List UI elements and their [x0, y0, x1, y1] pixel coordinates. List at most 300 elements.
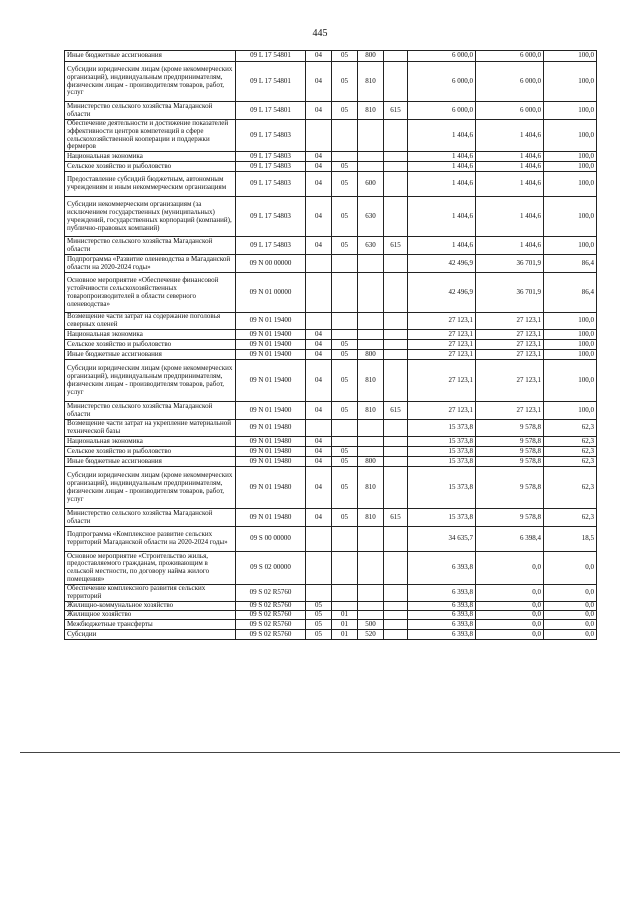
subsection-cell: 05: [332, 360, 358, 402]
table-row: [65, 313, 597, 330]
subsection-cell: 01: [332, 611, 358, 620]
section-cell: 04: [306, 340, 332, 350]
expense-type-cell: [358, 552, 384, 585]
execution-percent-cell: 62,3: [544, 509, 597, 527]
row-name-cell: Субсидии некоммерческим организациям (за исключением государственных (муниципальных) учреждений, государственных корпораций (компаний), публично-правовых компаний): [65, 197, 236, 237]
execution-percent-cell: 100,0: [544, 162, 597, 172]
target-code-cell: 09 S 02 R5760: [236, 585, 306, 602]
planned-amount-cell: 42 496,9: [408, 273, 476, 313]
execution-percent-cell: 0,0: [544, 620, 597, 630]
table-row: [65, 152, 597, 162]
ministry-code-cell: [384, 350, 408, 360]
section-cell: 04: [306, 360, 332, 402]
actual-amount-cell: 6 000,0: [476, 62, 544, 102]
row-name-cell: Министерство сельского хозяйства Магаданской области: [65, 102, 236, 120]
target-code-cell: 09 L 17 54803: [236, 152, 306, 162]
execution-percent-cell: 0,0: [544, 630, 597, 640]
subsection-cell: 05: [332, 51, 358, 62]
table-row: [65, 620, 597, 630]
section-cell: [306, 120, 332, 152]
expense-type-cell: [358, 602, 384, 611]
expense-type-cell: [358, 611, 384, 620]
target-code-cell: 09 N 00 00000: [236, 255, 306, 273]
planned-amount-cell: 6 393,8: [408, 602, 476, 611]
section-cell: 04: [306, 237, 332, 255]
ministry-code-cell: [384, 162, 408, 172]
expense-type-cell: 800: [358, 457, 384, 467]
target-code-cell: 09 S 02 R5760: [236, 611, 306, 620]
actual-amount-cell: 9 578,8: [476, 509, 544, 527]
planned-amount-cell: 6 393,8: [408, 552, 476, 585]
actual-amount-cell: 27 123,1: [476, 330, 544, 340]
row-name-cell: Сельское хозяйство и рыболовство: [65, 447, 236, 457]
table-row: [65, 467, 597, 509]
table-row: [65, 51, 597, 62]
row-name-cell: Иные бюджетные ассигнования: [65, 350, 236, 360]
section-cell: [306, 527, 332, 552]
execution-percent-cell: 100,0: [544, 172, 597, 197]
table-row: [65, 509, 597, 527]
actual-amount-cell: 0,0: [476, 620, 544, 630]
section-cell: [306, 585, 332, 602]
subsection-cell: [332, 330, 358, 340]
ministry-code-cell: [384, 197, 408, 237]
expense-type-cell: [358, 273, 384, 313]
section-cell: [306, 273, 332, 313]
target-code-cell: 09 N 01 00000: [236, 273, 306, 313]
execution-percent-cell: 100,0: [544, 120, 597, 152]
execution-percent-cell: 0,0: [544, 611, 597, 620]
table-row: [65, 273, 597, 313]
row-name-cell: Жилищно-коммунальное хозяйство: [65, 602, 236, 611]
target-code-cell: 09 L 17 54803: [236, 172, 306, 197]
subsection-cell: 01: [332, 620, 358, 630]
table-row: [65, 360, 597, 402]
row-name-cell: Подпрограмма «Развитие оленеводства в Магаданской области на 2020-2024 годы»: [65, 255, 236, 273]
table-row: [65, 350, 597, 360]
section-cell: 04: [306, 102, 332, 120]
execution-percent-cell: 62,3: [544, 437, 597, 447]
row-name-cell: Министерство сельского хозяйства Магаданской области: [65, 509, 236, 527]
actual-amount-cell: 1 404,6: [476, 162, 544, 172]
actual-amount-cell: 27 123,1: [476, 350, 544, 360]
target-code-cell: 09 N 01 19400: [236, 313, 306, 330]
table-row: [65, 552, 597, 585]
section-cell: [306, 420, 332, 437]
subsection-cell: 05: [332, 102, 358, 120]
subsection-cell: [332, 527, 358, 552]
actual-amount-cell: 9 578,8: [476, 457, 544, 467]
execution-percent-cell: 100,0: [544, 102, 597, 120]
actual-amount-cell: 27 123,1: [476, 340, 544, 350]
actual-amount-cell: 0,0: [476, 585, 544, 602]
row-name-cell: Национальная экономика: [65, 330, 236, 340]
section-cell: 04: [306, 62, 332, 102]
ministry-code-cell: [384, 340, 408, 350]
ministry-code-cell: 615: [384, 237, 408, 255]
subsection-cell: [332, 552, 358, 585]
section-cell: [306, 255, 332, 273]
row-name-cell: Обеспечение деятельности и достижение показателей эффективности центров компетенций в сфере сельскохозяйственной кооперации и поддержки фермеров: [65, 120, 236, 152]
row-name-cell: Подпрограмма «Комплексное развитие сельских территорий Магаданской области на 2020-2024 годы»: [65, 527, 236, 552]
section-cell: 04: [306, 457, 332, 467]
subsection-cell: 05: [332, 197, 358, 237]
subsection-cell: [332, 152, 358, 162]
planned-amount-cell: 27 123,1: [408, 402, 476, 420]
execution-percent-cell: 100,0: [544, 340, 597, 350]
target-code-cell: 09 N 01 19400: [236, 330, 306, 340]
table-body: [65, 51, 597, 640]
section-cell: [306, 313, 332, 330]
planned-amount-cell: 15 373,8: [408, 437, 476, 447]
planned-amount-cell: 27 123,1: [408, 340, 476, 350]
expense-type-cell: [358, 313, 384, 330]
table-row: [65, 602, 597, 611]
actual-amount-cell: 27 123,1: [476, 402, 544, 420]
expense-type-cell: [358, 255, 384, 273]
planned-amount-cell: 27 123,1: [408, 330, 476, 340]
execution-percent-cell: 62,3: [544, 420, 597, 437]
target-code-cell: 09 L 17 54801: [236, 62, 306, 102]
planned-amount-cell: 34 635,7: [408, 527, 476, 552]
section-cell: 04: [306, 447, 332, 457]
actual-amount-cell: 0,0: [476, 602, 544, 611]
ministry-code-cell: [384, 457, 408, 467]
actual-amount-cell: 6 000,0: [476, 51, 544, 62]
actual-amount-cell: 9 578,8: [476, 420, 544, 437]
row-name-cell: Министерство сельского хозяйства Магаданской области: [65, 402, 236, 420]
execution-percent-cell: 100,0: [544, 197, 597, 237]
ministry-code-cell: [384, 620, 408, 630]
planned-amount-cell: 6 393,8: [408, 585, 476, 602]
target-code-cell: 09 L 17 54803: [236, 237, 306, 255]
table-row: [65, 420, 597, 437]
actual-amount-cell: 1 404,6: [476, 197, 544, 237]
planned-amount-cell: 6 393,8: [408, 611, 476, 620]
subsection-cell: 05: [332, 447, 358, 457]
expense-type-cell: 600: [358, 172, 384, 197]
budget-execution-table: [64, 50, 597, 640]
planned-amount-cell: 15 373,8: [408, 457, 476, 467]
target-code-cell: 09 N 01 19480: [236, 437, 306, 447]
actual-amount-cell: 1 404,6: [476, 172, 544, 197]
expense-type-cell: 800: [358, 51, 384, 62]
subsection-cell: [332, 120, 358, 152]
expense-type-cell: [358, 120, 384, 152]
table-row: [65, 437, 597, 447]
target-code-cell: 09 S 02 R5760: [236, 630, 306, 640]
planned-amount-cell: 1 404,6: [408, 152, 476, 162]
execution-percent-cell: 100,0: [544, 51, 597, 62]
subsection-cell: [332, 420, 358, 437]
target-code-cell: 09 S 02 00000: [236, 552, 306, 585]
actual-amount-cell: 9 578,8: [476, 447, 544, 457]
section-cell: 04: [306, 402, 332, 420]
table-row: [65, 62, 597, 102]
ministry-code-cell: [384, 330, 408, 340]
row-name-cell: Субсидии юридическим лицам (кроме некоммерческих организаций), индивидуальным предпринимателям, физическим лицам - производителям товаров, работ, услуг: [65, 360, 236, 402]
expense-type-cell: 810: [358, 509, 384, 527]
row-name-cell: Возмещение части затрат на содержание поголовья северных оленей: [65, 313, 236, 330]
table-row: [65, 527, 597, 552]
planned-amount-cell: 6 393,8: [408, 620, 476, 630]
row-name-cell: Субсидии юридическим лицам (кроме некоммерческих организаций), индивидуальным предпринимателям, физическим лицам - производителям товаров, работ, услуг: [65, 62, 236, 102]
expense-type-cell: 810: [358, 402, 384, 420]
execution-percent-cell: 100,0: [544, 350, 597, 360]
planned-amount-cell: 27 123,1: [408, 360, 476, 402]
section-cell: 04: [306, 350, 332, 360]
subsection-cell: 05: [332, 457, 358, 467]
row-name-cell: Иные бюджетные ассигнования: [65, 457, 236, 467]
expense-type-cell: [358, 527, 384, 552]
section-cell: 05: [306, 611, 332, 620]
execution-percent-cell: 0,0: [544, 552, 597, 585]
expense-type-cell: [358, 585, 384, 602]
execution-percent-cell: 100,0: [544, 237, 597, 255]
table-row: [65, 611, 597, 620]
row-name-cell: Межбюджетные трансферты: [65, 620, 236, 630]
ministry-code-cell: [384, 152, 408, 162]
row-name-cell: Возмещение части затрат на укрепление материальной технической базы: [65, 420, 236, 437]
section-cell: 05: [306, 630, 332, 640]
subsection-cell: 01: [332, 630, 358, 640]
expense-type-cell: 630: [358, 197, 384, 237]
subsection-cell: 05: [332, 402, 358, 420]
table-row: [65, 330, 597, 340]
execution-percent-cell: 100,0: [544, 62, 597, 102]
subsection-cell: [332, 437, 358, 447]
actual-amount-cell: 1 404,6: [476, 237, 544, 255]
expense-type-cell: [358, 420, 384, 437]
planned-amount-cell: 27 123,1: [408, 350, 476, 360]
ministry-code-cell: [384, 552, 408, 585]
table-row: [65, 102, 597, 120]
execution-percent-cell: 0,0: [544, 602, 597, 611]
ministry-code-cell: 615: [384, 402, 408, 420]
row-name-cell: Сельское хозяйство и рыболовство: [65, 340, 236, 350]
target-code-cell: 09 N 01 19480: [236, 420, 306, 437]
table-row: [65, 585, 597, 602]
planned-amount-cell: 15 373,8: [408, 447, 476, 457]
planned-amount-cell: 15 373,8: [408, 467, 476, 509]
table-row: [65, 340, 597, 350]
subsection-cell: [332, 273, 358, 313]
planned-amount-cell: 15 373,8: [408, 420, 476, 437]
planned-amount-cell: 15 373,8: [408, 509, 476, 527]
table-row: [65, 447, 597, 457]
table-row: [65, 255, 597, 273]
execution-percent-cell: 86,4: [544, 273, 597, 313]
subsection-cell: [332, 255, 358, 273]
planned-amount-cell: 6 000,0: [408, 62, 476, 102]
target-code-cell: 09 S 00 00000: [236, 527, 306, 552]
row-name-cell: Иные бюджетные ассигнования: [65, 51, 236, 62]
execution-percent-cell: 62,3: [544, 447, 597, 457]
expense-type-cell: 810: [358, 62, 384, 102]
planned-amount-cell: 1 404,6: [408, 162, 476, 172]
ministry-code-cell: [384, 313, 408, 330]
expense-type-cell: [358, 152, 384, 162]
target-code-cell: 09 L 17 54803: [236, 120, 306, 152]
section-cell: 04: [306, 162, 332, 172]
subsection-cell: [332, 313, 358, 330]
row-name-cell: Сельское хозяйство и рыболовство: [65, 162, 236, 172]
execution-percent-cell: 100,0: [544, 313, 597, 330]
ministry-code-cell: [384, 527, 408, 552]
actual-amount-cell: 9 578,8: [476, 437, 544, 447]
table-row: [65, 120, 597, 152]
ministry-code-cell: [384, 630, 408, 640]
execution-percent-cell: 0,0: [544, 585, 597, 602]
execution-percent-cell: 100,0: [544, 360, 597, 402]
row-name-cell: Субсидии юридическим лицам (кроме некоммерческих организаций), индивидуальным предпринимателям, физическим лицам - производителям товаров, работ, услуг: [65, 467, 236, 509]
planned-amount-cell: 1 404,6: [408, 172, 476, 197]
target-code-cell: 09 N 01 19480: [236, 457, 306, 467]
target-code-cell: 09 N 01 19480: [236, 447, 306, 457]
table-row: [65, 172, 597, 197]
expense-type-cell: [358, 447, 384, 457]
row-name-cell: Субсидии: [65, 630, 236, 640]
actual-amount-cell: 1 404,6: [476, 120, 544, 152]
target-code-cell: 09 N 01 19480: [236, 467, 306, 509]
subsection-cell: 05: [332, 172, 358, 197]
table-row: [65, 402, 597, 420]
actual-amount-cell: 0,0: [476, 611, 544, 620]
ministry-code-cell: 615: [384, 102, 408, 120]
actual-amount-cell: 1 404,6: [476, 152, 544, 162]
target-code-cell: 09 S 02 R5760: [236, 602, 306, 611]
target-code-cell: 09 L 17 54803: [236, 162, 306, 172]
target-code-cell: 09 N 01 19400: [236, 402, 306, 420]
actual-amount-cell: 0,0: [476, 552, 544, 585]
expense-type-cell: 810: [358, 467, 384, 509]
row-name-cell: Предоставление субсидий бюджетным, автономным учреждениям и иным некоммерческим организациям: [65, 172, 236, 197]
ministry-code-cell: [384, 273, 408, 313]
row-name-cell: Национальная экономика: [65, 152, 236, 162]
expense-type-cell: 630: [358, 237, 384, 255]
actual-amount-cell: 27 123,1: [476, 360, 544, 402]
execution-percent-cell: 62,3: [544, 467, 597, 509]
actual-amount-cell: 9 578,8: [476, 467, 544, 509]
ministry-code-cell: [384, 360, 408, 402]
expense-type-cell: 520: [358, 630, 384, 640]
section-cell: 04: [306, 197, 332, 237]
ministry-code-cell: [384, 51, 408, 62]
planned-amount-cell: 42 496,9: [408, 255, 476, 273]
section-cell: 05: [306, 602, 332, 611]
subsection-cell: 05: [332, 509, 358, 527]
expense-type-cell: 500: [358, 620, 384, 630]
ministry-code-cell: [384, 585, 408, 602]
planned-amount-cell: 1 404,6: [408, 197, 476, 237]
table-row: [65, 162, 597, 172]
section-cell: 04: [306, 467, 332, 509]
section-cell: 05: [306, 620, 332, 630]
expense-type-cell: 810: [358, 102, 384, 120]
ministry-code-cell: [384, 602, 408, 611]
subsection-cell: 05: [332, 237, 358, 255]
actual-amount-cell: 27 123,1: [476, 313, 544, 330]
table-row: [65, 237, 597, 255]
row-name-cell: Министерство сельского хозяйства Магаданской области: [65, 237, 236, 255]
row-name-cell: Основное мероприятие «Обеспечение финансовой устойчивости сельскохозяйственных товаропроизводителей в области северного оленеводства»: [65, 273, 236, 313]
actual-amount-cell: 36 701,9: [476, 273, 544, 313]
ministry-code-cell: [384, 172, 408, 197]
planned-amount-cell: 27 123,1: [408, 313, 476, 330]
target-code-cell: 09 N 01 19400: [236, 340, 306, 350]
row-name-cell: Обеспечение комплексного развития сельских территорий: [65, 585, 236, 602]
execution-percent-cell: 100,0: [544, 330, 597, 340]
execution-percent-cell: 100,0: [544, 152, 597, 162]
target-code-cell: 09 L 17 54803: [236, 197, 306, 237]
row-name-cell: Основное мероприятие «Строительство жилья, предоставляемого гражданам, проживающим в сельской местности, по договору найма жилого помещения»: [65, 552, 236, 585]
execution-percent-cell: 18,5: [544, 527, 597, 552]
expense-type-cell: [358, 162, 384, 172]
ministry-code-cell: [384, 62, 408, 102]
actual-amount-cell: 6 000,0: [476, 102, 544, 120]
planned-amount-cell: 1 404,6: [408, 237, 476, 255]
subsection-cell: [332, 585, 358, 602]
planned-amount-cell: 6 000,0: [408, 51, 476, 62]
subsection-cell: 05: [332, 340, 358, 350]
row-name-cell: Национальная экономика: [65, 437, 236, 447]
expense-type-cell: [358, 340, 384, 350]
subsection-cell: 05: [332, 62, 358, 102]
target-code-cell: 09 N 01 19480: [236, 509, 306, 527]
ministry-code-cell: [384, 447, 408, 457]
execution-percent-cell: 62,3: [544, 457, 597, 467]
subsection-cell: 05: [332, 350, 358, 360]
section-cell: 04: [306, 509, 332, 527]
section-cell: 04: [306, 437, 332, 447]
target-code-cell: 09 L 17 54801: [236, 102, 306, 120]
expense-type-cell: 800: [358, 350, 384, 360]
actual-amount-cell: 36 701,9: [476, 255, 544, 273]
table-row: [65, 457, 597, 467]
section-cell: 04: [306, 152, 332, 162]
planned-amount-cell: 1 404,6: [408, 120, 476, 152]
section-cell: 04: [306, 51, 332, 62]
expense-type-cell: [358, 437, 384, 447]
ministry-code-cell: [384, 255, 408, 273]
ministry-code-cell: [384, 611, 408, 620]
section-cell: 04: [306, 330, 332, 340]
target-code-cell: 09 N 01 19400: [236, 360, 306, 402]
ministry-code-cell: [384, 437, 408, 447]
ministry-code-cell: [384, 120, 408, 152]
target-code-cell: 09 L 17 54801: [236, 51, 306, 62]
row-name-cell: Жилищное хозяйство: [65, 611, 236, 620]
ministry-code-cell: [384, 467, 408, 509]
ministry-code-cell: [384, 420, 408, 437]
subsection-cell: 05: [332, 467, 358, 509]
planned-amount-cell: 6 000,0: [408, 102, 476, 120]
section-cell: [306, 552, 332, 585]
expense-type-cell: [358, 330, 384, 340]
footer-divider: [20, 752, 620, 753]
execution-percent-cell: 86,4: [544, 255, 597, 273]
actual-amount-cell: 0,0: [476, 630, 544, 640]
ministry-code-cell: 615: [384, 509, 408, 527]
subsection-cell: [332, 602, 358, 611]
target-code-cell: 09 S 02 R5760: [236, 620, 306, 630]
expense-type-cell: 810: [358, 360, 384, 402]
execution-percent-cell: 100,0: [544, 402, 597, 420]
target-code-cell: 09 N 01 19400: [236, 350, 306, 360]
table-row: [65, 630, 597, 640]
table-row: [65, 197, 597, 237]
planned-amount-cell: 6 393,8: [408, 630, 476, 640]
